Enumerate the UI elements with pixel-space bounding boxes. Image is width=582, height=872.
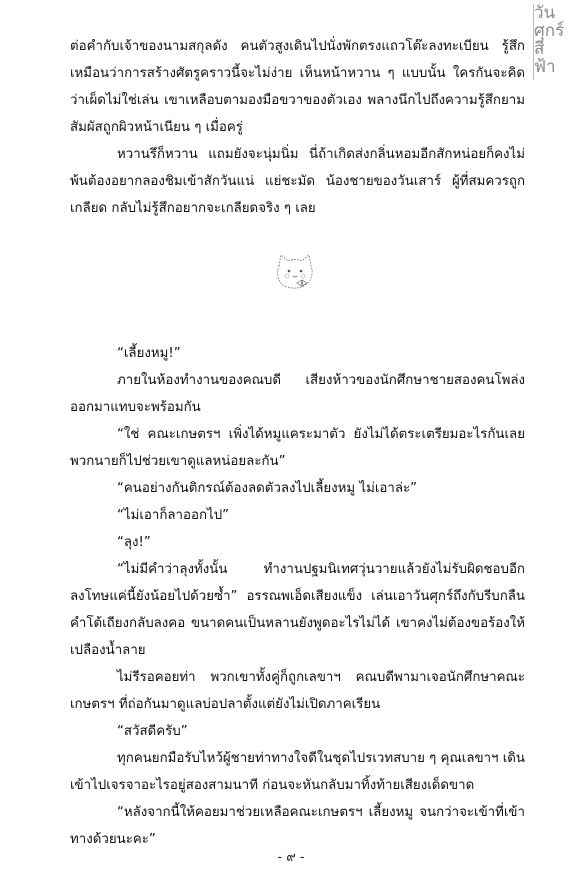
page-body xyxy=(70,33,525,853)
paragraph: “ไม่เอาก็ลาออกไป” xyxy=(117,508,230,523)
scene-break xyxy=(70,222,525,340)
paragraph: “ลุง!” xyxy=(117,535,151,550)
paragraph: “คนอย่างกันติกรณ์ต้องลดตัวลงไปเลี้ยงหมู ไม่เอาล่ะ” xyxy=(117,481,418,496)
paragraph: หวานรึก็หวาน แถมยังจะนุ่มนิ่ม นี่ถ้าเกิดส่งกลิ่นหอมอีกสักหน่อยก็คงไม่พ้นต้องอยากลองชิมเข้าสักวันแน่ แย่ชะมัด น้องชายของวันเสาร์ ผู้ที่สมควรถูกเกลียด กลับไม่รู้สึกอยากจะเกลียดจริง ๆ เลย xyxy=(70,147,525,216)
paragraph: “ใช่ คณะเกษตรฯ เพิ่งได้หมูแคระมาตัว ยังไม่ได้ตระเตรียมอะไรกันเลย พวกนายก็ไปช่วยเขาดูแลหน่อยละกัน” xyxy=(70,427,525,469)
book-title-line-3: สี xyxy=(534,39,545,59)
cat-face-divider-icon xyxy=(273,252,317,292)
paragraph: ภายในห้องทำงานของคณบดี เสียงห้าวของนักศึกษาชายสองคนโพล่งออกมาแทบจะพร้อมกัน xyxy=(70,373,525,415)
page-number: - ๙ - xyxy=(277,850,305,865)
paragraph: “สวัสดีครับ” xyxy=(117,724,188,739)
paragraph: “เลี้ยงหมู!” xyxy=(117,346,181,361)
paragraph: “หลังจากนี้ให้คอยมาช่วยเหลือคณะเกษตรฯ เลี้ยงหมู จนกว่าจะเข้าที่เข้าทางด้วยนะคะ” xyxy=(70,805,525,847)
paragraph: “ไม่มีคำว่าลุงทั้งนั้น ทำงานปฐมนิเทศวุ่นวายแล้วยังไม่รับผิดชอบอีก ลงโทษแค่นี้ยังน้อยไปด้วยซ้ำ” อรรณพเอ็ดเสียงแข็ง เล่นเอาวันศุกร์ถึงกับรีบกลืนคำโต้เถียงกลับลงคอ ขนาดคนเป็นหลานยังพูดอะไรไม่ได้ เขาคงไม่ต้องขอร้องให้เปลืองน้ำลาย xyxy=(70,562,525,658)
book-title-line-2: ศุกร์ xyxy=(534,21,565,41)
paragraph: ทุกคนยกมือรับไหว้ผู้ชายท่าทางใจดีในชุดไปรเวทสบาย ๆ คุณเลขาฯ เดินเข้าไปเจรจาอะไรอยู่สองสามนาที ก่อนจะหันกลับมาทิ้งท้ายเสียงเด็ดขาด xyxy=(70,751,525,793)
book-title-vertical xyxy=(534,4,568,76)
paragraph: ไม่รีรอคอยท่า พวกเขาทั้งคู่ก็ถูกเลขาฯ คณบดีพามาเจอนักศึกษาคณะเกษตรฯ ที่ถ่อกันมาดูแลบ่อปลาตั้งแต่ยังไม่เปิดภาคเรียน xyxy=(70,670,525,712)
book-title-line-4: ฟ้า xyxy=(534,57,556,77)
paragraph: ต่อคำกับเจ้าของนามสกุลดัง คนตัวสูงเดินไปนั่งพักตรงแถวโต๊ะลงทะเบียน รู้สึกเหมือนว่าการสร้างศัตรูคราวนี้จะไม่ง่าย เห็นหน้าหวาน ๆ แบบนั้น ใครกันจะคิดว่าเผ็ดไม่ใช่เล่น เขาเหลือบตามองมือขวาของตัวเอง พลางนึกไปถึงความรู้สึกยามสัมผัสถูกผิวหน้าเนียน ๆ เมื่อครู่ xyxy=(70,39,525,135)
book-title-line-1: วัน xyxy=(534,3,556,23)
